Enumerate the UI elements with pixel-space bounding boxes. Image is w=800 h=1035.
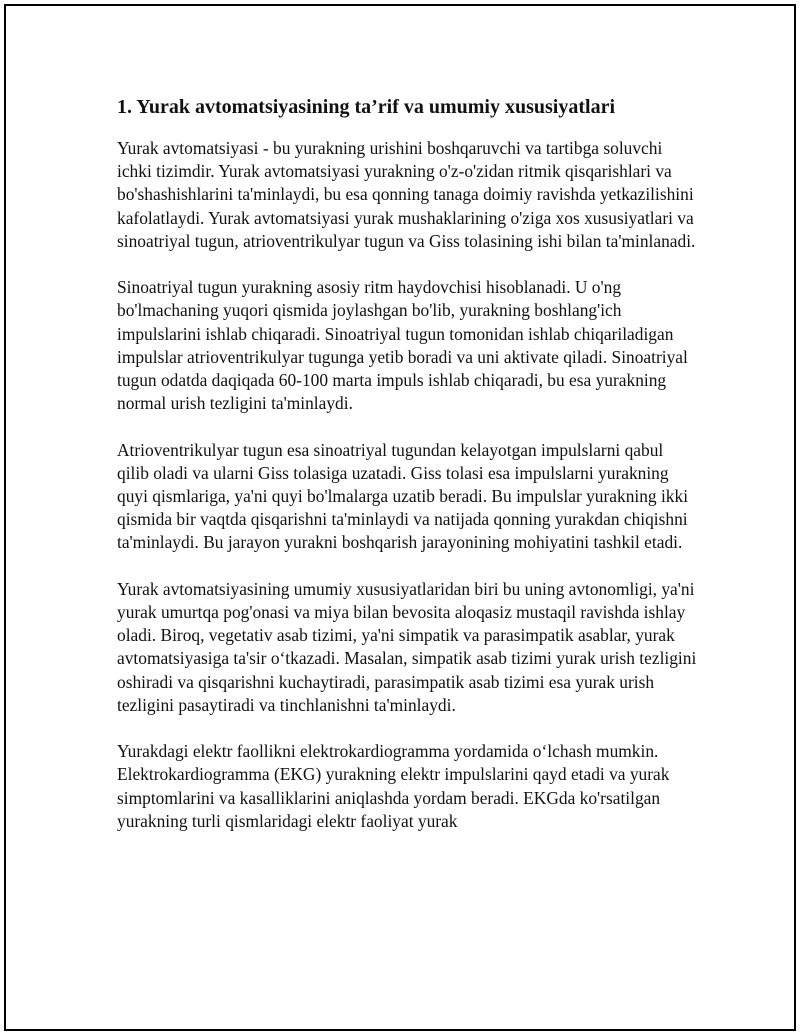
paragraph-1: Yurak avtomatsiyasi - bu yurakning urishini boshqaruvchi va tartibga soluvchi ichki tizimdir. Yurak avtomatsiyasi yurakning o'z-o'zidan ritmik qisqarishlari va bo'shashishlarini ta'minlaydi, bu esa qonning tanaga doimiy ravishda yetkazilishini kafolatlaydi. Yurak avtomatsiyasi yurak mushaklarining o'ziga xos xususiyatlari va sinoatriyal tugun, atrioventrikulyar tugun va Giss tolasining ishi bilan ta'minlanadi. [117,138,696,251]
paragraph-4: Yurak avtomatsiyasining umumiy xususiyatlaridan biri bu uning avtonomligi, ya'ni yurak umurtqa pog'onasi va miya bilan bevosita aloqasiz mustaqil ravishda ishlay oladi. Biroq, vegetativ asab tizimi, ya'ni simpatik va parasimpatik asablar, yurak avtomatsiyasiga ta'sir o‘tkazadi. Masalan, simpatik asab tizimi yurak urish tezligini oshiradi va qisqarishni kuchaytiradi, parasimpatik asab tizimi esa yurak urish tezligini pasaytiradi va tinchlanishni ta'minlaydi. [117,578,697,715]
document-body [117,95,697,856]
paragraph-3: Atrioventrikulyar tugun esa sinoatriyal tugundan kelayotgan impulslarni qabul qilib oladi va ularni Giss tolasiga uzatadi. Giss tolasi esa impulslarni yurakning quyi qismlariga, ya'ni quyi bo'lmalarga uzatib beradi. Bu impulslar yurakning ikki qismida bir vaqtda qisqarishni ta'minlaydi va natijada qonning yurakdan chiqishni ta'minlaydi. Bu jarayon yurakni boshqarish jarayonining mohiyatini tashkil etadi. [117,439,689,553]
paragraph-5: Yurakdagi elektr faollikni elektrokardiogramma yordamida o‘lchash mumkin. Elektrokardiogramma (EKG) yurakning elektr impulslarini qayd etadi va yurak simptomlarini va kasalliklarini aniqlashda yordam beradi. EKGda ko'rsatilgan yurakning turli qismlaridagi elektr faoliyat yurak [117,741,670,831]
paragraph-2: Sinoatriyal tugun yurakning asosiy ritm haydovchisi hisoblanadi. U o'ng bo'lmachaning yuqori qismida joylashgan bo'lib, yurakning boshlang'ich impulslarini ishlab chiqaradi. Sinoatriyal tugun tomonidan ishlab chiqariladigan impulslar atrioventrikulyar tugunga yetib boradi va uni aktivate qiladi. Sinoatriyal tugun odatda daqiqada 60-100 marta impuls ishlab chiqaradi, bu esa yurakning normal urish tezligini ta'minlaydi. [117,277,688,414]
section-heading: 1. Yurak avtomatsiyasining ta’rif va umumiy xususiyatlari [117,96,616,118]
